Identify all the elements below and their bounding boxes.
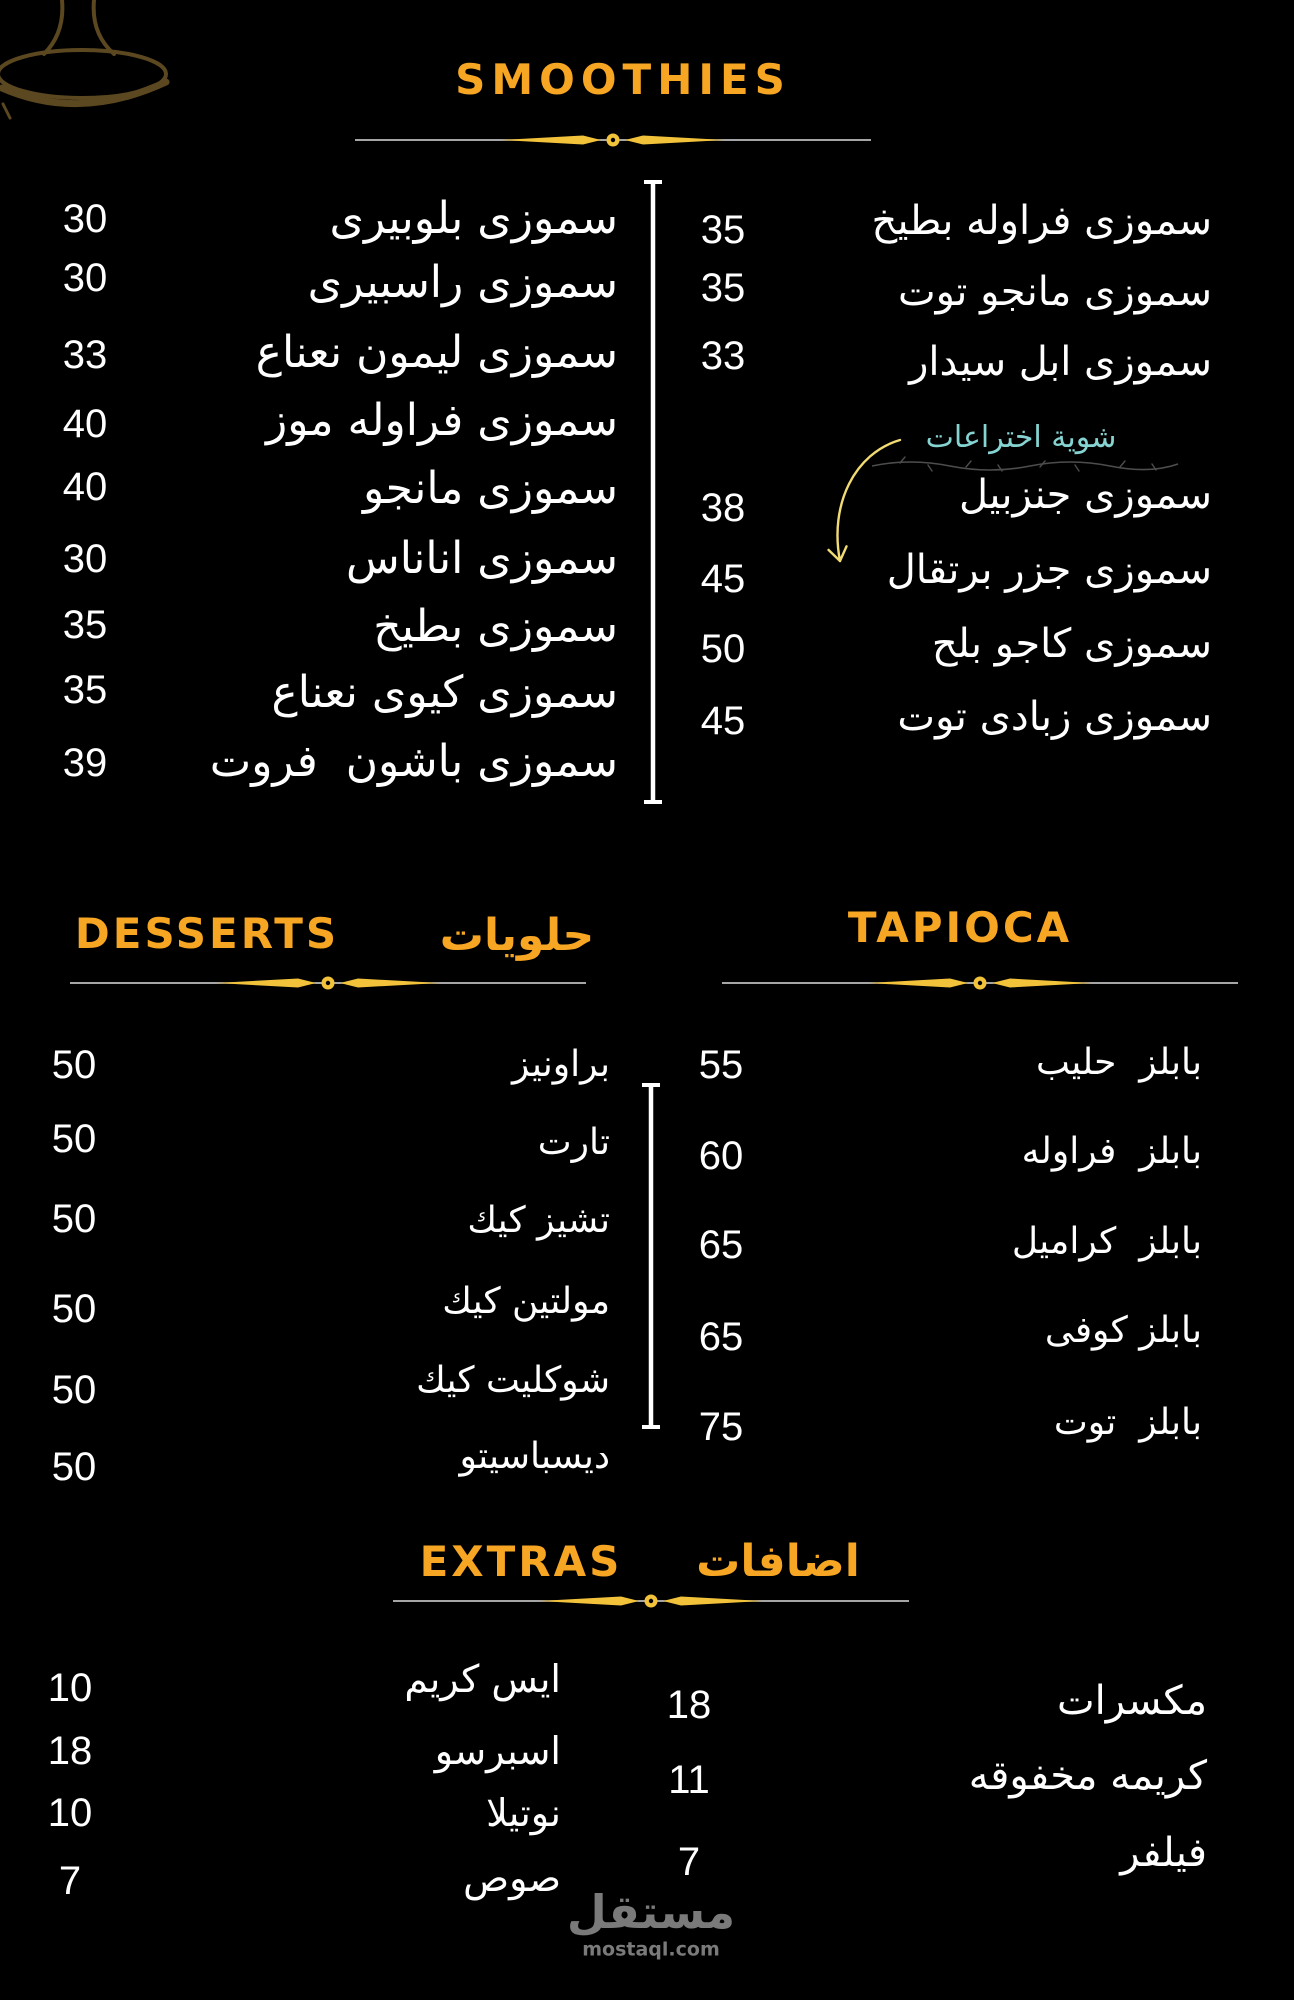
smoothie-price: 30 [62,197,108,241]
ornamental-divider [393,1593,909,1609]
smoothie-name: سموزى كيوى نعناع [271,667,618,718]
tapioca-name: بابلز توت [1053,1402,1202,1443]
dessert-name: ديسباسيتو [459,1436,610,1477]
smoothie-name: سموزى جزر برتقال [886,547,1212,593]
extras-title: EXTRAS [419,1537,623,1586]
watermark-url: mostaql.com [582,1938,720,1961]
smoothie-price: 35 [62,668,108,712]
smoothie-name: سموزى بلوبيرى [329,193,618,244]
tapioca-price: 75 [698,1405,744,1449]
smoothie-price: 35 [700,266,746,310]
extra-price: 11 [668,1758,710,1802]
smoothie-price: 30 [62,537,108,581]
ornamental-divider [70,975,586,991]
extra-name: فيلفر [1120,1830,1207,1876]
smoothie-name: سموزى مانجو توت [897,269,1212,315]
goblet-illustration [0,0,175,125]
smoothie-name: سموزى جنزبيل [958,472,1212,518]
extra-name: اسبرسو [434,1729,561,1773]
dessert-price: 50 [51,1445,97,1489]
dessert-price: 50 [51,1043,97,1087]
extras-title-arabic: اضافات [696,1536,860,1587]
smoothie-name: سموزى فراوله بطيخ [871,198,1212,244]
dessert-name: تشيز كيك [467,1200,610,1241]
dessert-name: شوكليت كيك [416,1360,610,1401]
extra-price: 10 [47,1666,93,1710]
smoothie-name: سموزى راسبيرى [307,257,618,308]
extra-price: 7 [58,1859,82,1903]
smoothie-name: سموزى ابل سيدار [909,339,1212,385]
extra-name: كريمه مخفوقه [968,1753,1207,1799]
smoothie-name: سموزى مانجو [362,463,618,514]
smoothie-price: 33 [62,333,108,377]
extra-price: 10 [47,1791,93,1835]
smoothies-title: SMOOTHIES [455,55,791,104]
dessert-price: 50 [51,1368,97,1412]
ornamental-divider [355,132,871,148]
bracket-divider [641,1083,661,1429]
tapioca-title: TAPIOCA [847,903,1073,952]
smoothie-price: 35 [62,603,108,647]
tapioca-name: بابلز كراميل [1011,1221,1202,1262]
dessert-name: براونيز [511,1044,610,1085]
tapioca-price: 65 [698,1223,744,1267]
smoothie-price: 45 [700,699,746,743]
extra-price: 7 [677,1840,701,1884]
extra-name: نوتيلا [486,1791,561,1835]
bracket-divider [643,180,663,804]
desserts-title: DESSERTS [74,909,340,958]
smoothie-price: 50 [700,627,746,671]
tapioca-price: 55 [698,1043,744,1087]
dessert-price: 50 [51,1117,97,1161]
smoothie-price: 33 [700,334,746,378]
watermark-logo: مستقل [566,1885,736,1939]
smoothie-name: سموزى فراوله موز [265,395,618,446]
extra-name: ايس كريم [404,1657,561,1701]
extra-name: صوص [463,1856,561,1900]
smoothie-name: سموزى ليمون نعناع [255,327,618,378]
tapioca-name: بابلز حليب [1035,1042,1202,1083]
extra-price: 18 [47,1729,93,1773]
tapioca-name: بابلز فراوله [1021,1131,1202,1172]
smoothie-price: 40 [62,465,108,509]
smoothie-name: سموزى زبادى توت [897,694,1212,740]
ornamental-divider [722,975,1238,991]
dessert-name: مولتين كيك [442,1281,610,1322]
tapioca-price: 65 [698,1315,744,1359]
dessert-price: 50 [51,1287,97,1331]
smoothie-price: 38 [700,486,746,530]
specials-note: شوية اختراعات [925,420,1117,455]
tapioca-price: 60 [698,1134,744,1178]
smoothie-price: 40 [62,402,108,446]
smoothie-price: 45 [700,557,746,601]
extra-price: 18 [666,1683,712,1727]
smoothie-name: سموزى كاجو بلح [931,621,1212,667]
extra-name: مكسرات [1056,1678,1207,1724]
desserts-title-arabic: حلويات [439,910,595,961]
dessert-name: تارت [537,1122,610,1163]
smoothie-price: 30 [62,256,108,300]
smoothie-name: سموزى باشون فروت [209,736,618,787]
smoothie-name: سموزى اناناس [346,533,618,584]
dessert-price: 50 [51,1197,97,1241]
smoothie-name: سموزى بطيخ [373,601,618,652]
tapioca-name: بابلز كوفى [1044,1310,1202,1351]
smoothie-price: 35 [700,208,746,252]
smoothie-price: 39 [62,741,108,785]
